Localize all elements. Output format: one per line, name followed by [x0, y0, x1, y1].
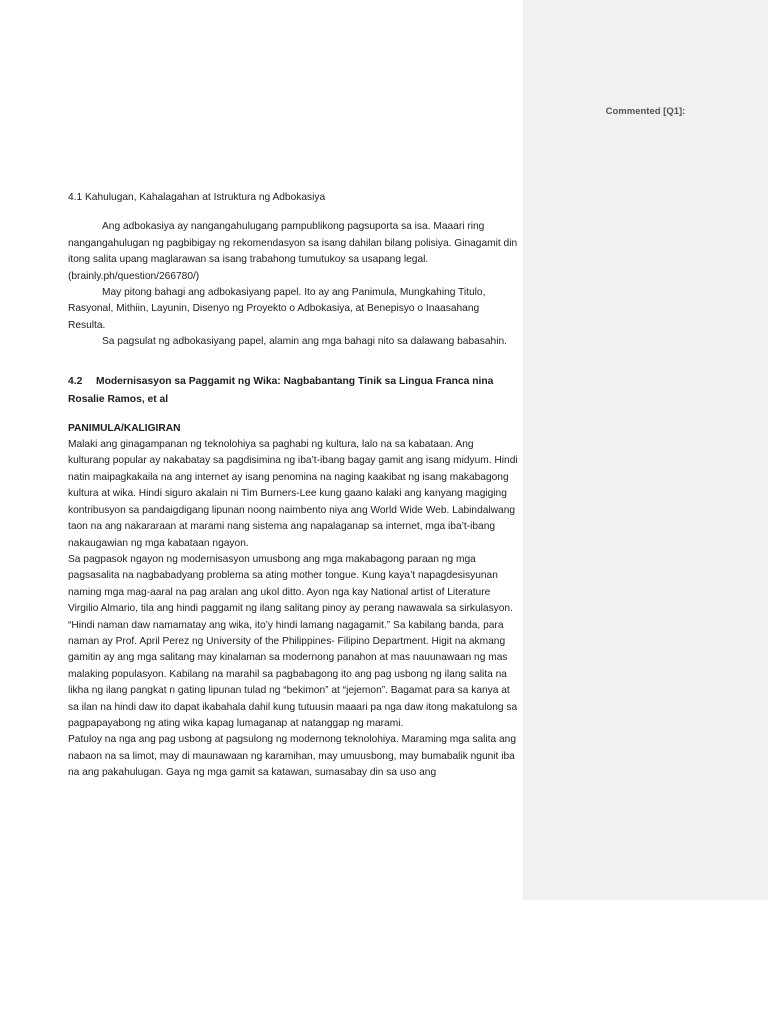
- paragraph-adbokasiya-writing: Sa pagsulat ng adbokasiyang papel, alamin ang mga bahagi nito sa dalawang babasahin.: [102, 336, 507, 348]
- section-4-1-heading: 4.1 Kahulugan, Kahalagahan at Istruktura ng Adbokasiya: [68, 192, 326, 203]
- paragraph-teknolohiya: Malaki ang ginagampanan ng teknolohiya sa paghabi ng kultura, lalo na sa kabataan. Ang kulturang popular ay nakabatay sa pagdisimina ng iba’t-ibang bagay gamit ang isang midyum. Hindi natin maipagkakaila na ang internet ay isang penomina na naging kaakibat ng isang makabagong kultura at wika. Hindi siguro akalain ni Tim Burners-Lee kung gaano kalaki ang kanyang magiging kontribusyon sa pandaigdigang lipunan noong naimbento niya ang World Wide Web. Labindalwang taon na ang nakararaan at marami nang sistema ang napalaganap sa internet, mga iba’t-ibang nakaugawian ng mga kabataan ngayon.: [68, 439, 518, 549]
- paragraph-adbokasiya-parts: May pitong bahagi ang adbokasiyang papel. Ito ay ang Panimula, Mungkahing Titulo, Rasyonal, Mithiin, Layunin, Disenyo ng Proyekto o Adbokasiya, at Benepisyo o Inaasahang Resulta.: [68, 287, 486, 331]
- paragraph-pag-usbong: Patuloy na nga ang pag usbong at pagsulong ng modernong teknolohiya. Maraming mga salita ang nabaon na sa limot, may di maunawaan ng karamihan, may umuusbong, may bumabalik ngunit iba na ang pakahulugan. Gaya ng mga gamit sa katawan, sumasabay din sa uso ang: [68, 734, 516, 779]
- paragraph-modernisasyon: Sa pagpasok ngayon ng modernisasyon umusbong ang mga makabagong paraan ng mga pagsasalita na nagbabadyang problema sa ating mother tongue. Kung kaya’t napagdesisyunan naming mga mag-aaral na pag aralan ang ukol ditto. Ayon nga kay National artist of Literature Virgilio Almario, tila ang hindi paggamit ng ilang salitang pinoy ay perang nawawala sa sirkulasyon. “Hindi naman daw namamatay ang wika, ito’y hindi lamang nagagamit.” Sa kabilang banda, para naman ay Prof. April Perez ng University of the Philippines- Filipino Department. Higit na akmang gamitin ay ang mga salitang may kinalaman sa modernong panahon at mas nauunawaan ng mas malaking populasyon. Kabilang na marahil sa pagbabagong ito ang pag usbong ng ilang salita na likha ng ilang pangkat n gating lipunan tulad ng “bekimon” at “jejemon”. Bagamat para sa kanya at sa ilan na hindi daw ito dapat ikabahala dahil kung tutuusin maaari pa nga daw itong makatulong sa pagpapayabong ng ating wika kapag lumaganap at natanggap ng marami.: [68, 553, 518, 729]
- section-title: Modernisasyon sa Paggamit ng Wika: Nagbabantang Tinik sa Lingua Franca nina Rosalie Ramos, et al: [68, 375, 494, 405]
- comments-pane: [523, 0, 768, 900]
- document-body: [68, 190, 518, 782]
- section-4-2-heading: [68, 373, 518, 409]
- comment-label: Commented [Q1]:: [605, 106, 686, 117]
- panimula-heading: PANIMULA/KALIGIRAN: [68, 422, 181, 434]
- paragraph-adbokasiya-definition: Ang adbokasiya ay nangangahulugang pampublikong pagsuporta sa isa. Maaari ring nangangahulugan ng pagbibigay ng rekomendasyon sa isang dahilan bilang polisiya. Ginagamit din itong salita upang maglarawan sa isang trabahong tumutukoy sa usapang legal. (brainly.ph/question/266780/): [68, 221, 518, 282]
- section-number: 4.2: [68, 375, 83, 387]
